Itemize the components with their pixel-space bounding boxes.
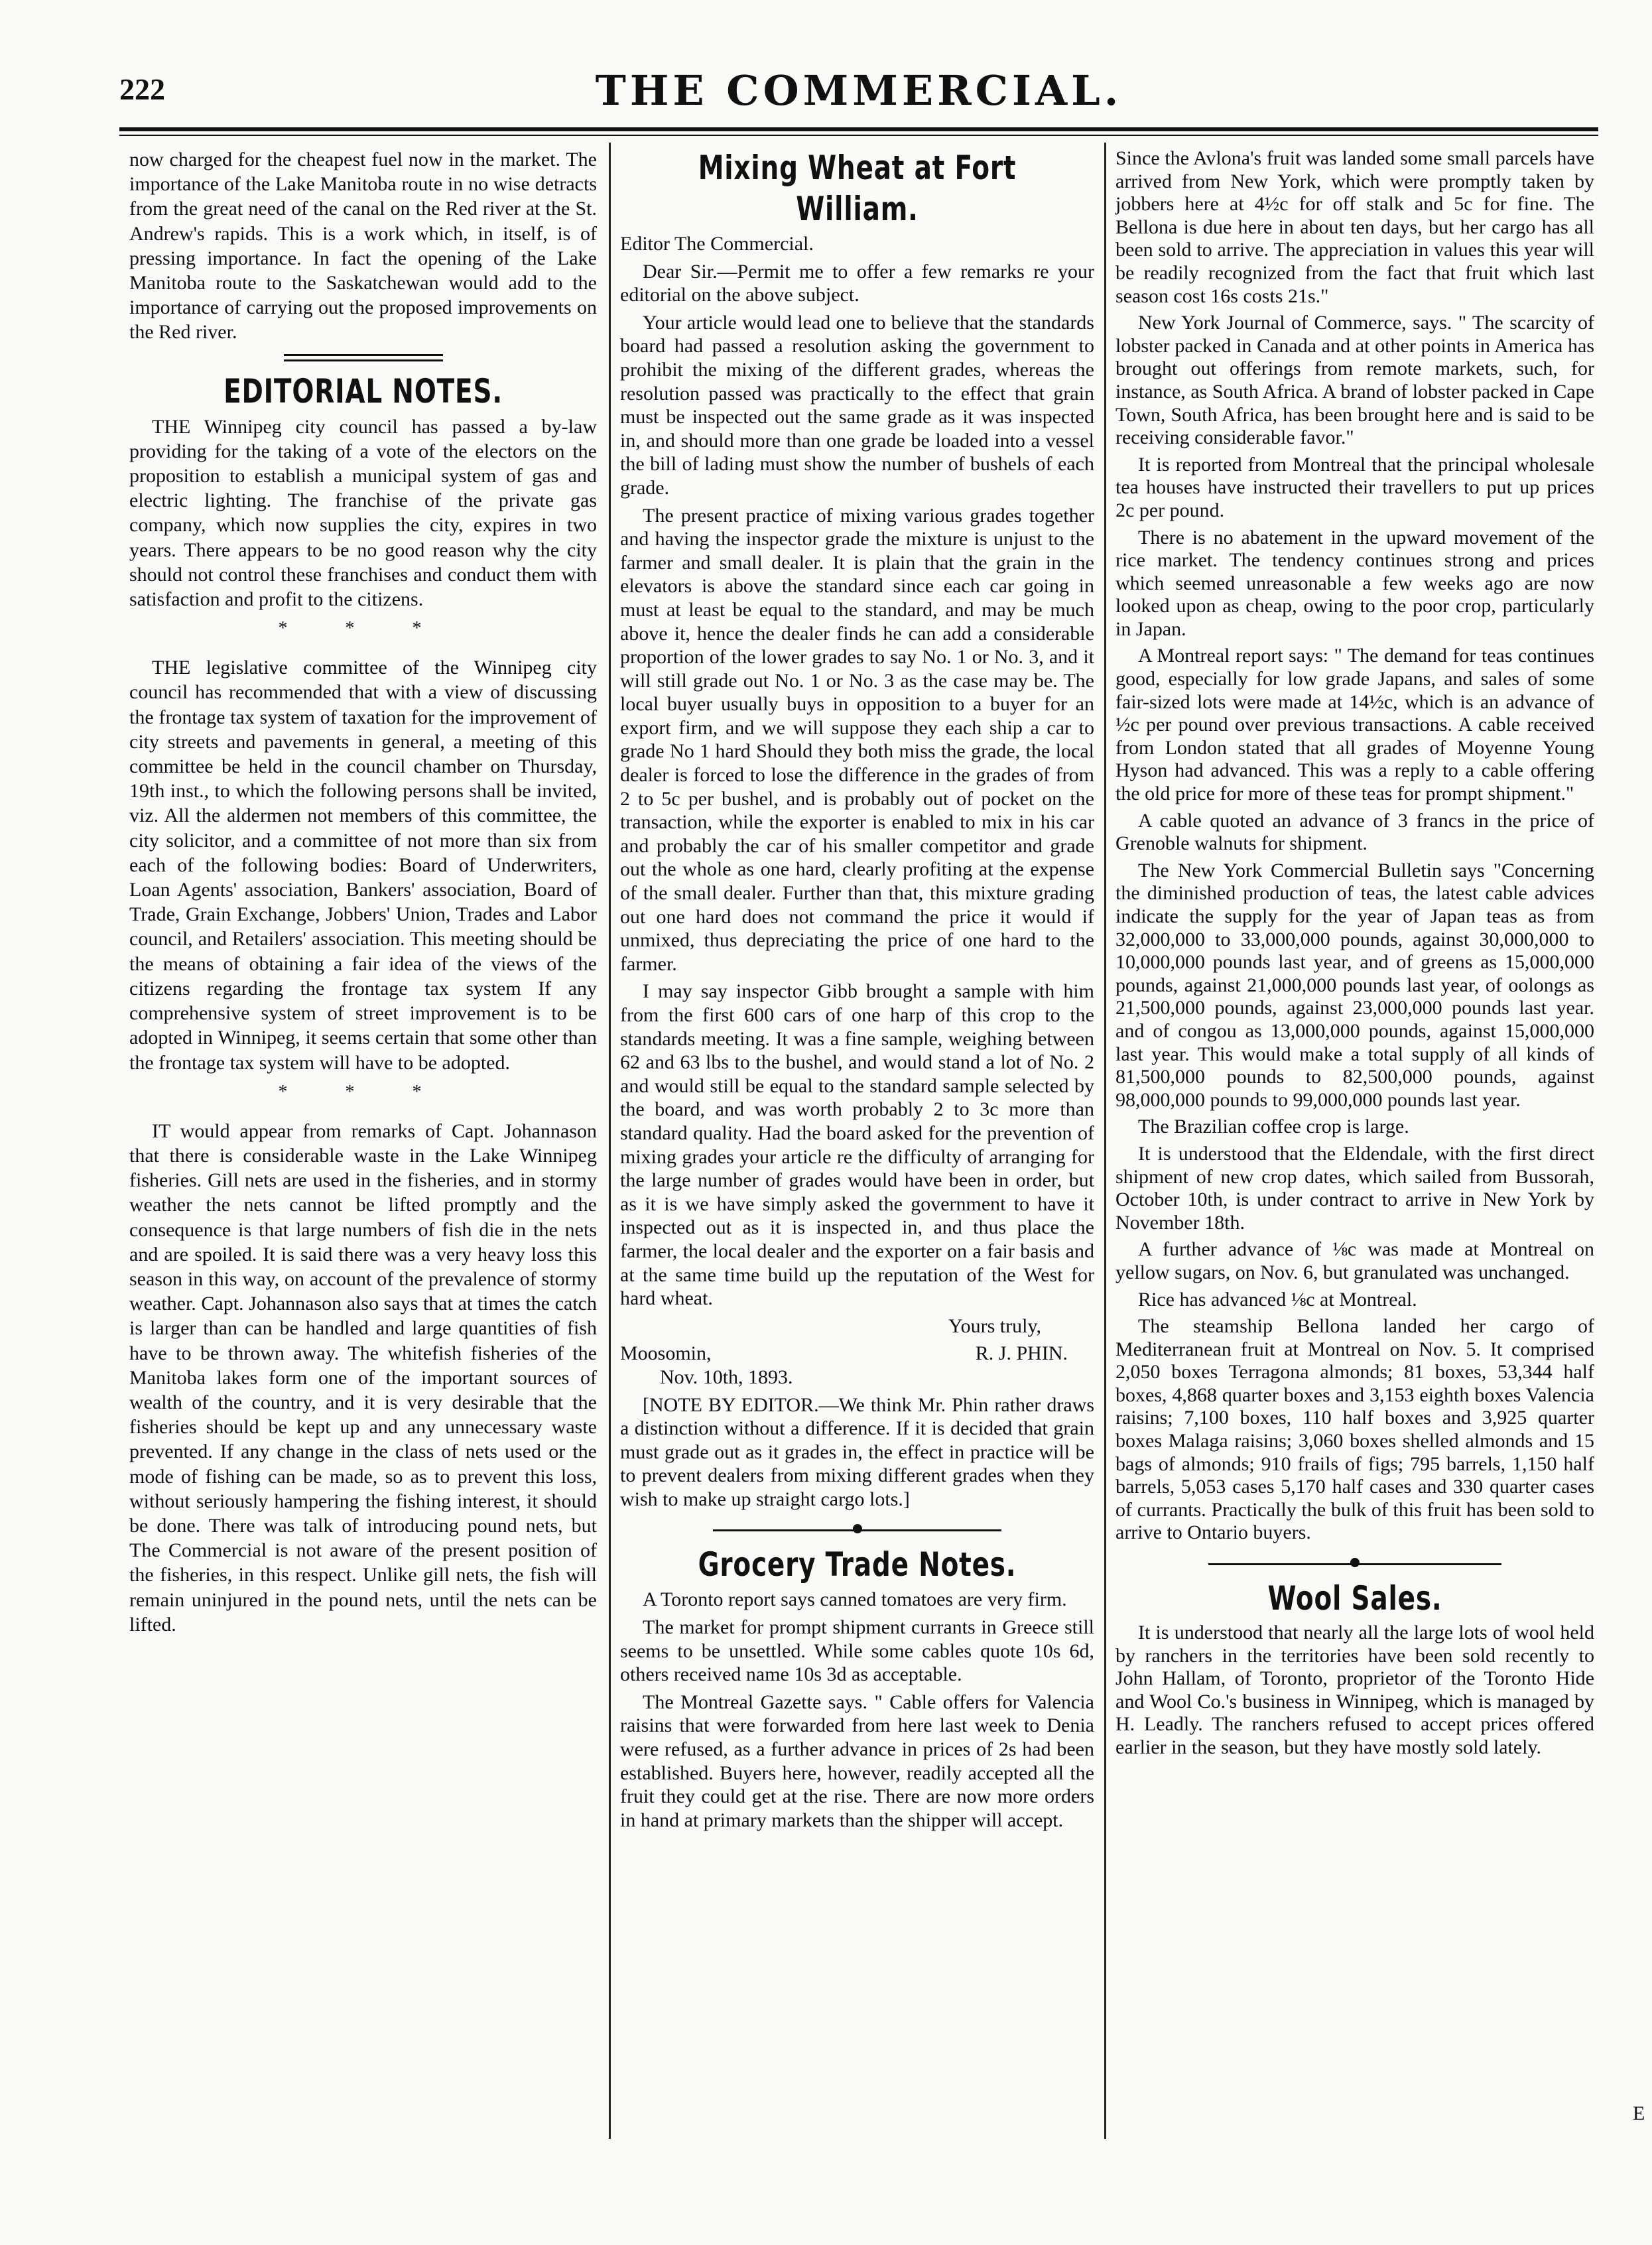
- rice-market-paragraph: There is no abatement in the upward movement of the rice market. The tendency continues strong and prices which seemed unreasonable a few weeks ago are now looked upon as cheap, owing to the poor crop, particularly in Japan.: [1115, 526, 1594, 640]
- letter-signature: [620, 1342, 1094, 1366]
- publication-title: THE COMMERCIAL.: [595, 66, 1123, 115]
- column-divider-1: [609, 143, 611, 2139]
- coffee-paragraph: The Brazilian coffee crop is large.: [1138, 1116, 1409, 1138]
- section-stars: * * *: [278, 618, 448, 639]
- editor-note: [NOTE BY EDITOR.—We think Mr. Phin rather draws a distinction without a difference. If it is decided that grain must grade out as it grades in, the effect in practice will be to prevent dealers from mixing different grades when they wish to make up straight cargo lots.]: [620, 1393, 1094, 1510]
- eldendale-paragraph: It is understood that the Eldendale, with the first direct shipment of new crop dates, which sailed from Bussorah, October 10th, is under contract to arrive in New York by November 18th.: [1115, 1142, 1594, 1234]
- letter-date: Nov. 10th, 1893.: [660, 1366, 793, 1388]
- fisheries-paragraph: IT would appear from remarks of Capt. Johannason that there is considerable waste in the Lake Winnipeg fisheries. Gill nets are used in the fisheries, and in stormy weather the nets cannot be lifted promptly and the consequence is that large numbers of fish die in the nets and are spoiled. It is said there was a very heavy loss this season in this way, on account of the prevalence of stormy weather. Capt. Johannason also says that at times the catch is larger than can be handled and large quantities of fish have to be thrown away. The whitefish fisheries of the Manitoba lakes form one of the important sources of wealth of the country, and it is very desirable that the fisheries should be kept up and any unnecessary waste prevented. If any change in the class of nets used or the mode of fishing can be made, so as to prevent this loss, without seriously hampering the fishing interest, it should be done. There was talk of introducing pound nets, but The Commercial is not aware of the present position of the fisheries, in this respect. Unlike gill nets, the fish will remain uninjured in the pound nets, until the nets can be lifted.: [129, 1120, 597, 1636]
- header-rule: [119, 127, 1598, 131]
- bellona-paragraph: The steamship Bellona landed her cargo of Mediterranean fruit at Montreal on Nov. 5. It comprised 2,050 boxes Terragona almonds; 81 boxes, 53,344 half boxes, 4,868 quarter boxes and 3,153 eighth boxes Valencia raisins; 7,100 boxes, 110 half boxes and 3,925 quarter boxes Malaga raisins; 3,060 boxes shelled almonds and 15 bags of almonds; 910 frails of figs; 795 barrels, 1,150 half barrels, 5,053 cases 5,170 half cases and 330 quarter cases of currants. Practically the bulk of this fruit has been sold to arrive to Ontario buyers.: [1115, 1315, 1594, 1544]
- letter-addressee: Editor The Commercial.: [620, 233, 814, 255]
- commercial-bulletin-paragraph: The New York Commercial Bulletin says "Concerning the diminished production of teas, the latest cable advices indicate the supply for the year of Japan teas as from 32,000,000 to 33,000,000 pounds, against 30,000,000 to 10,000,000 pounds last year, and of greens as 15,000,000 pounds, against 21,000,000 pounds last year, of oolongs as 21,500,000 pounds, against 23,000,000 pounds last year. and of congou as 13,000,000 pounds, against 15,000,000 last year. This would make a total supply of all kinds of 81,500,000 pounds to 82,500,000 pounds, against 98,000,000 pounds to 99,000,000 pounds last year.: [1115, 859, 1594, 1111]
- column-divider-2: [1104, 143, 1106, 2139]
- editorial-notes-heading: EDITORIAL NOTES.: [223, 371, 503, 411]
- section-rule: [284, 354, 443, 361]
- legislative-committee-paragraph: THE legislative committee of the Winnipeg city council has recommended that with a view of discussing the frontage tax system of taxation for the improvement of city streets and pavements in general, a meeting of this committee be held in the council chamber on Thursday, 19th inst., to which the following persons shall be invited, viz. All the aldermen not members of this committee, the city solicitor, and a committee of not more than six from each of the following bodies: Board of Underwriters, Loan Agents' association, Bankers' association, Board of Trade, Grain Exchange, Jobbers' Union, Trades and Labor council, and Retailers' association. This meeting should be the means of obtaining a fair idea of the views of the citizens regarding the frontage tax system If any comprehensive system of street improvement is to be adopted in Winnipeg, it seems certain that some other than the frontage tax system will have to be adopted.: [129, 657, 597, 1074]
- page-number: 222: [119, 72, 165, 106]
- mixing-wheat-heading: Mixing Wheat at Fort William.: [698, 149, 1017, 228]
- avlona-paragraph: Since the Avlona's fruit was landed some small parcels have arrived from New York, which were promptly taken by jobbers here at 4½c for off stalk and 5c for fine. The Bellona is due here in about ten days, but her cargo has all been sold to arrive. The appreciation in values this year will be readily recognized from the fact that fruit which last season cost 16s costs 21s.": [1115, 147, 1594, 307]
- ornament-rule-2: [1115, 1554, 1594, 1574]
- letter-article-paragraph: Your article would lead one to believe that the standards board had passed a resolution asking the government to prohibit the mixing of the different grades, whereas the resolution passed was practically to the effect that grain must be inspected out the same grade as it was inspected in, and should more than one grade be loaded into a vessel the bill of lading must show the number of bushels of each grade.: [620, 311, 1094, 499]
- tomatoes-paragraph: A Toronto report says canned tomatoes are very firm.: [643, 1588, 1067, 1611]
- sugar-paragraph: A further advance of ⅛c was made at Montreal on yellow sugars, on Nov. 6, but granulated was unchanged.: [1115, 1238, 1594, 1283]
- lobster-paragraph: New York Journal of Commerce, says. " The scarcity of lobster packed in Canada and at other points in America has brought out offerings from remote markets, such, for instance, as South Africa. A brand of lobster packed in Cape Town, South Africa, has been brought here and is said to be receiving considerable favor.": [1115, 312, 1594, 449]
- grocery-trade-heading: Grocery Trade Notes.: [698, 1545, 1017, 1584]
- stray-margin-letter: E: [1633, 2102, 1645, 2124]
- letter-salutation: Dear Sir.—Permit me to offer a few remarks re your editorial on the above subject.: [620, 260, 1094, 306]
- letter-closing: Yours truly,: [948, 1315, 1041, 1337]
- currants-paragraph: The market for prompt shipment currants in Greece still seems to be unsettled. While some cables quote 10s 6d, others received name 10s 3d as acceptable.: [620, 1616, 1094, 1686]
- gas-lighting-paragraph: THE Winnipeg city council has passed a by-law providing for the taking of a vote of the electors on the proposition to establish a municipal system of gas and electric lighting. The franchise of the private gas company, which now supplies the city, expires in two years. There appears to be no good reason why the city should not control these franchises and conduct them with satisfaction and profit to the citizens.: [129, 415, 597, 611]
- letter-gibb-paragraph: I may say inspector Gibb brought a sample with him from the first 600 cars of one harp of this crop to the standards meeting. It was a fine sample, weighing between 62 and 63 lbs to the bushel, and would stand a lot of No. 2 and would still be equal to the standard sample selected by the board, and was worth probably 2 to 3c more than standard quality. Had the board asked for the prevention of mixing grades your article re the difficulty of arranging for the large number of grades would have been in order, but as it is we have simply asked the government to have it inspected out as it is inspected in, and thus place the farmer, the local dealer and the exporter on a fair basis and at the same time build up the reputation of the West for hard wheat.: [620, 980, 1094, 1310]
- ornament-rule: [620, 1520, 1094, 1540]
- wool-paragraph: It is understood that nearly all the large lots of wool held by ranchers in the territories have been sold recently to John Hallam, of Toronto, proprietor of the Toronto Hide and Wool Co.'s business in Winnipeg, which is managed by H. Leadly. The ranchers refused to accept prices offered earlier in the season, but they have mostly sold lately.: [1115, 1622, 1594, 1758]
- column-2: [620, 147, 1094, 1836]
- gazette-paragraph: The Montreal Gazette says. " Cable offers for Valencia raisins that were forwarded from here last week to Denia were refused, as a further advance in prices of 2s had been established. Buyers here, however, readily accepted all the fruit they could get at the rise. There are now more orders in hand at primary markets than the shipper will accept.: [620, 1691, 1094, 1831]
- column-1: [129, 147, 597, 1641]
- tea-prices-paragraph: It is reported from Montreal that the principal wholesale tea houses have instructed their travellers to put up prices 2c per pound.: [1115, 453, 1594, 521]
- section-stars-2: * * *: [278, 1081, 448, 1102]
- column-3: [1115, 147, 1594, 1764]
- letter-author: R. J. PHIN.: [975, 1342, 1068, 1365]
- canal-paragraph: now charged for the cheapest fuel now in the market. The importance of the Lake Manitoba route in no wise detracts from the great need of the canal on the Red river at the St. Andrew's rapids. This is a work which, in itself, is of pressing importance. In fact the opening of the Lake Manitoba route to the Saskatchewan would add to the importance of carrying out the proposed improvements on the Red river.: [129, 149, 597, 344]
- header-rule-thin: [119, 135, 1598, 136]
- masthead: [119, 66, 1598, 119]
- letter-practice-paragraph: The present practice of mixing various grades together and having the inspector grade the mixture is unjust to the farmer and small dealer. It is plain that the grain in the elevators is above the standard since each car going in must at least be equal to the standard, and may be much above it, hence the dealer finds he can add a considerable proportion of the lower grades to say No. 1 or No. 3, and it will still grade out No. 1 or No. 3 as the case may be. The local buyer usually buys in opposition to a buyer for an export firm, and we will suppose they each ship a car to grade No 1 hard Should they both miss the grade, the local dealer is forced to lose the difference in the grades of from 2 to 5c per bushel, and is probably out of pocket on the transaction, while the exporter is enabled to mix in his car and probably the car of his smaller competitor and grade out the whole as one hard, clearly profiting at the expense of the small dealer. Further than that, this mixture grading out one hard does not command the price it would if unmixed, thus depreciating the price of one hard to the farmer.: [620, 504, 1094, 975]
- montreal-report-paragraph: A Montreal report says: " The demand for teas continues good, especially for low grade Japans, and sales of some fair-sized lots were made at 14½c, which is an advance of ½c per pound over previous transactions. A cable received from London stated that all grades of Moyenne Young Hyson had advanced. This was a reply to a cable offering the old price for more of these teas for prompt shipment.": [1115, 645, 1594, 805]
- wool-sales-heading: Wool Sales.: [1267, 1579, 1442, 1618]
- letter-place: Moosomin,: [620, 1342, 712, 1365]
- walnuts-paragraph: A cable quoted an advance of 3 francs in the price of Grenoble walnuts for shipment.: [1115, 809, 1594, 855]
- rice-advance-paragraph: Rice has advanced ⅛c at Montreal.: [1138, 1288, 1417, 1311]
